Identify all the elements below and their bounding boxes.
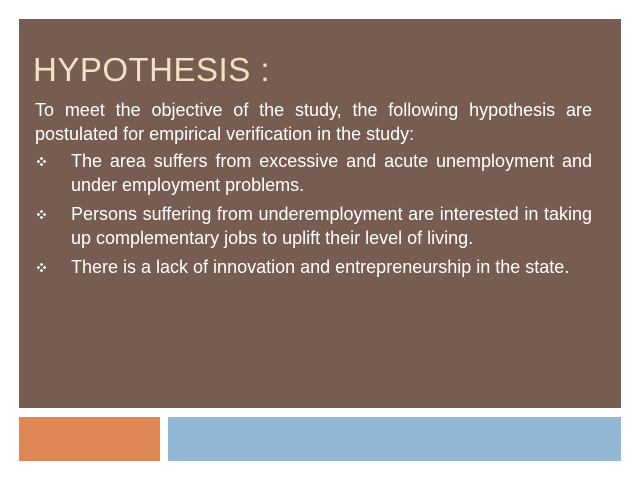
hypothesis-text: There is a lack of innovation and entrepreneurship in the state. xyxy=(71,257,570,277)
diamond-bullet-icon xyxy=(37,157,46,166)
hypothesis-text: Persons suffering from underemployment are interested in taking up complementary jobs to uplift their level of living. xyxy=(71,204,592,248)
diamond-bullet-icon xyxy=(37,210,46,219)
diamond-bullet-icon xyxy=(37,263,46,272)
hypothesis-item xyxy=(35,202,592,250)
slide-title: HYPOTHESIS : xyxy=(33,51,271,88)
hypothesis-item xyxy=(35,255,592,279)
hypothesis-list xyxy=(35,149,592,279)
hypothesis-item xyxy=(35,149,592,197)
slide-body xyxy=(35,98,592,284)
orange-accent-bar xyxy=(19,417,160,461)
blue-accent-bar xyxy=(168,417,621,461)
hypothesis-text: The area suffers from excessive and acute unemployment and under employment problems. xyxy=(71,151,592,195)
intro-paragraph: To meet the objective of the study, the following hypothesis are postulated for empirical verification in the study: xyxy=(35,100,592,144)
